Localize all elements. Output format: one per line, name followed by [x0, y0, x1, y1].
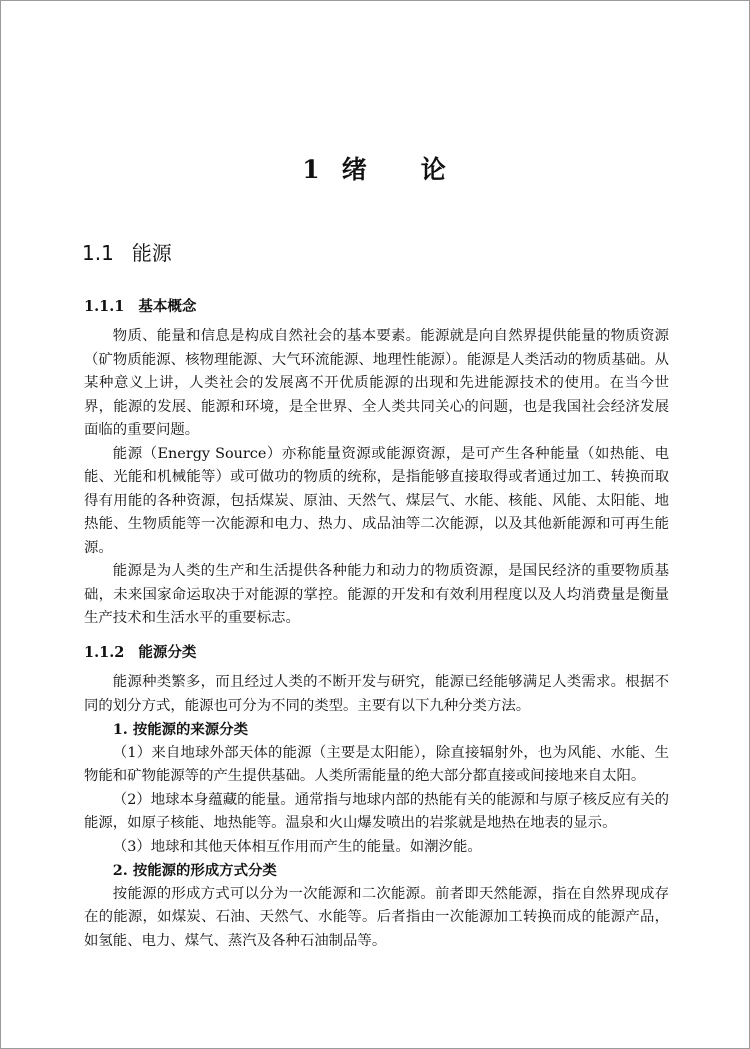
subsection-body-2 — [84, 671, 669, 953]
subsection-number: 1.1.2 — [84, 644, 125, 661]
subsection-body-1 — [84, 325, 669, 631]
paragraph: 能源（Energy Source）亦称能量资源或能源资源，是可产生各种能量（如热能、电能、光能和机械能等）或可做功的物质的统称，是指能够直接取得或者通过加工、转换而取得有用能的各种资源，包括煤炭、原油、天然气、煤层气、水能、核能、风能、太阳能、地热能、生物质能等一次能源和电力、热力、成品油等二次能源，以及其他新能源和可再生能源。 — [84, 445, 669, 556]
subsection-title: 能源分类 — [138, 644, 197, 661]
paragraph: 物质、能量和信息是构成自然社会的基本要素。能源就是向自然界提供能量的物质资源（矿物质能源、核物理能源、大气环流能源、地理性能源）。能源是人类活动的物质基础。从某种意义上讲，人类社会的发展离不开优质能源的出现和先进能源技术的使用。在当今世界，能源的发展、能源和环境，是全世界、全人类共同关心的问题，也是我国社会经济发展面临的重要问题。 — [84, 328, 669, 438]
list-item: （2）地球本身蕴藏的能量。通常指与地球内部的热能有关的能源和与原子核反应有关的能源，如原子核能、地热能等。温泉和火山爆发喷出的岩浆就是地热在地表的显示。 — [84, 791, 669, 831]
paragraph: 能源种类繁多，而且经过人类的不断开发与研究，能源已经能够满足人类需求。根据不同的划分方式，能源也可分为不同的类型。主要有以下九种分类方法。 — [84, 674, 669, 714]
subsection-number: 1.1.1 — [84, 298, 125, 315]
section-title: 能源 — [131, 241, 172, 265]
subsection-heading-2 — [84, 641, 196, 662]
list-heading: 2. 按能源的形成方式分类 — [112, 862, 277, 879]
subsection-heading-1 — [84, 295, 196, 316]
list-item: （3）地球和其他天体相互作用而产生的能量。如潮汐能。 — [112, 838, 482, 855]
list-heading: 1. 按能源的来源分类 — [112, 721, 248, 738]
subsection-title: 基本概念 — [138, 298, 197, 315]
chapter-title-part1: 绪 — [341, 155, 369, 184]
section-number: 1.1 — [82, 241, 114, 265]
chapter-title — [0, 150, 750, 186]
list-item: （1）来自地球外部天体的能源（主要是太阳能），除直接辐射外，也为风能、水能、生物能和矿物能源等的产生提供基础。人类所需能量的绝大部分都直接或间接地来自太阳。 — [84, 744, 669, 784]
chapter-title-part2: 论 — [420, 155, 448, 184]
paragraph: 按能源的形成方式可以分为一次能源和二次能源。前者即天然能源，指在自然界现成存在的能源，如煤炭、石油、天然气、水能等。后者指由一次能源加工转换而成的能源产品，如氢能、电力、煤气、蒸汽及各种石油制品等。 — [84, 885, 669, 949]
chapter-number: 1 — [302, 155, 322, 184]
section-heading — [82, 237, 172, 266]
paragraph: 能源是为人类的生产和生活提供各种能力和动力的物质资源，是国民经济的重要物质基础，未来国家命运取决于对能源的掌控。能源的开发和有效利用程度以及人均消费量是衡量生产技术和生活水平的重要标志。 — [84, 563, 669, 626]
